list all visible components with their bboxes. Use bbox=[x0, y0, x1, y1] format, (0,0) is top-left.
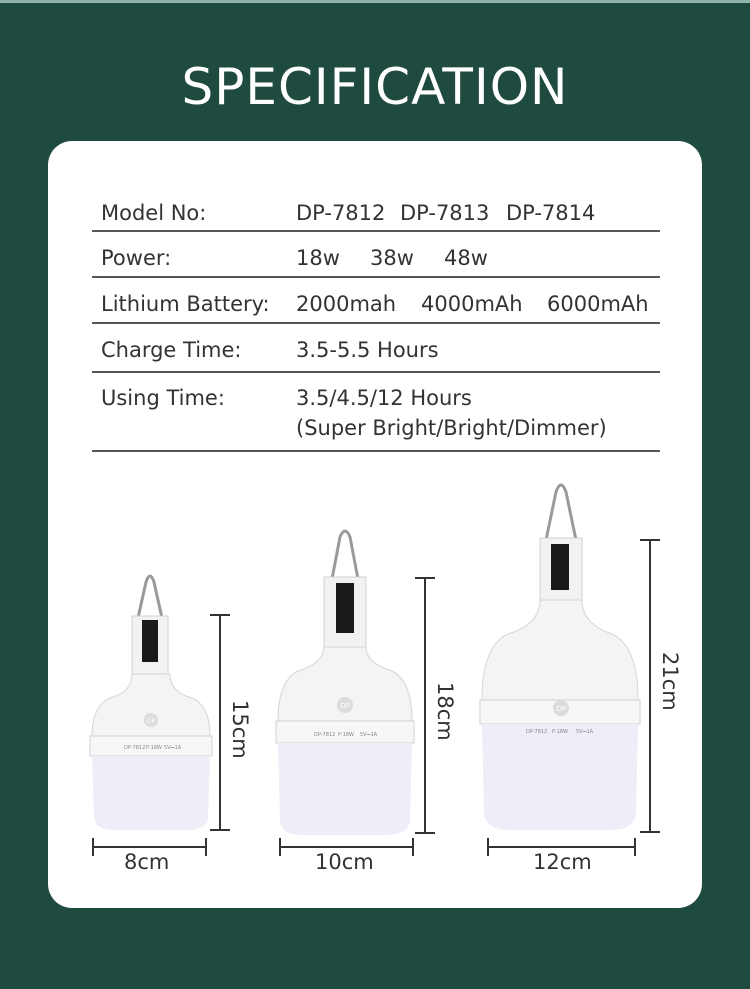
svg-text:DP: DP bbox=[340, 702, 350, 710]
height-line-medium bbox=[424, 578, 426, 833]
svg-text:DP: DP bbox=[556, 705, 566, 713]
width-tick bbox=[487, 838, 489, 856]
spec-value: 6000mAh bbox=[547, 292, 649, 316]
spec-value: 38w bbox=[370, 246, 414, 270]
spec-value: DP-7812 bbox=[296, 201, 386, 225]
svg-text:DP-7812: DP-7812 bbox=[314, 732, 336, 738]
width-tick bbox=[279, 838, 281, 856]
spec-row-using bbox=[92, 373, 660, 452]
spec-value: 3.5-5.5 Hours bbox=[296, 338, 439, 362]
width-label-medium: 10cm bbox=[315, 850, 374, 874]
svg-text:5V⎓1A: 5V⎓1A bbox=[576, 729, 594, 735]
spec-label: Lithium Battery: bbox=[101, 292, 270, 316]
spec-value: 3.5/4.5/12 Hours bbox=[296, 386, 472, 410]
width-tick bbox=[412, 838, 414, 856]
spec-row-power bbox=[92, 232, 660, 278]
spec-value: DP-7813 bbox=[400, 201, 490, 225]
height-line-large bbox=[649, 540, 651, 832]
svg-text:DP-7812: DP-7812 bbox=[124, 745, 146, 751]
height-tick bbox=[640, 831, 660, 833]
spec-value-detail: (Super Bright/Bright/Dimmer) bbox=[296, 416, 607, 440]
width-tick bbox=[205, 838, 207, 856]
height-label-medium: 18cm bbox=[433, 682, 457, 741]
spec-label: Using Time: bbox=[101, 386, 225, 410]
svg-text:5V⎓1A: 5V⎓1A bbox=[164, 745, 182, 751]
height-tick bbox=[415, 577, 435, 579]
width-tick bbox=[92, 838, 94, 856]
height-line-small bbox=[219, 615, 221, 830]
width-line-medium bbox=[279, 846, 413, 848]
spec-value: 18w bbox=[296, 246, 340, 270]
svg-text:P:18W: P:18W bbox=[552, 729, 569, 735]
spec-table bbox=[92, 197, 660, 452]
spec-row-charge bbox=[92, 324, 660, 373]
svg-text:P:18W: P:18W bbox=[338, 732, 355, 738]
height-label-large: 21cm bbox=[658, 652, 682, 711]
height-label-small: 15cm bbox=[228, 700, 252, 759]
page-title: SPECIFICATION bbox=[181, 58, 569, 116]
top-border bbox=[0, 0, 750, 3]
spec-row-battery bbox=[92, 278, 660, 324]
svg-text:DP: DP bbox=[146, 718, 156, 725]
spec-row-model bbox=[92, 197, 660, 232]
spec-label: Power: bbox=[101, 246, 172, 270]
height-tick bbox=[210, 829, 230, 831]
width-line-large bbox=[487, 846, 635, 848]
bulb-small-image bbox=[88, 568, 214, 832]
height-tick bbox=[210, 614, 230, 616]
width-label-small: 8cm bbox=[124, 850, 170, 874]
svg-text:P:18W: P:18W bbox=[146, 745, 163, 751]
spec-value: 2000mah bbox=[296, 292, 397, 316]
spec-value: 4000mAh bbox=[421, 292, 523, 316]
spec-value: DP-7814 bbox=[506, 201, 596, 225]
spec-label: Charge Time: bbox=[101, 338, 242, 362]
height-tick bbox=[415, 832, 435, 834]
spec-value: 48w bbox=[444, 246, 488, 270]
bulb-large-image bbox=[478, 478, 642, 832]
width-tick bbox=[634, 838, 636, 856]
bulb-medium-image bbox=[274, 525, 416, 837]
width-line-small bbox=[92, 846, 206, 848]
spec-label: Model No: bbox=[101, 201, 207, 225]
svg-text:5V⎓1A: 5V⎓1A bbox=[360, 732, 378, 738]
width-label-large: 12cm bbox=[533, 850, 592, 874]
height-tick bbox=[640, 539, 660, 541]
svg-text:DP-7812: DP-7812 bbox=[526, 729, 548, 735]
